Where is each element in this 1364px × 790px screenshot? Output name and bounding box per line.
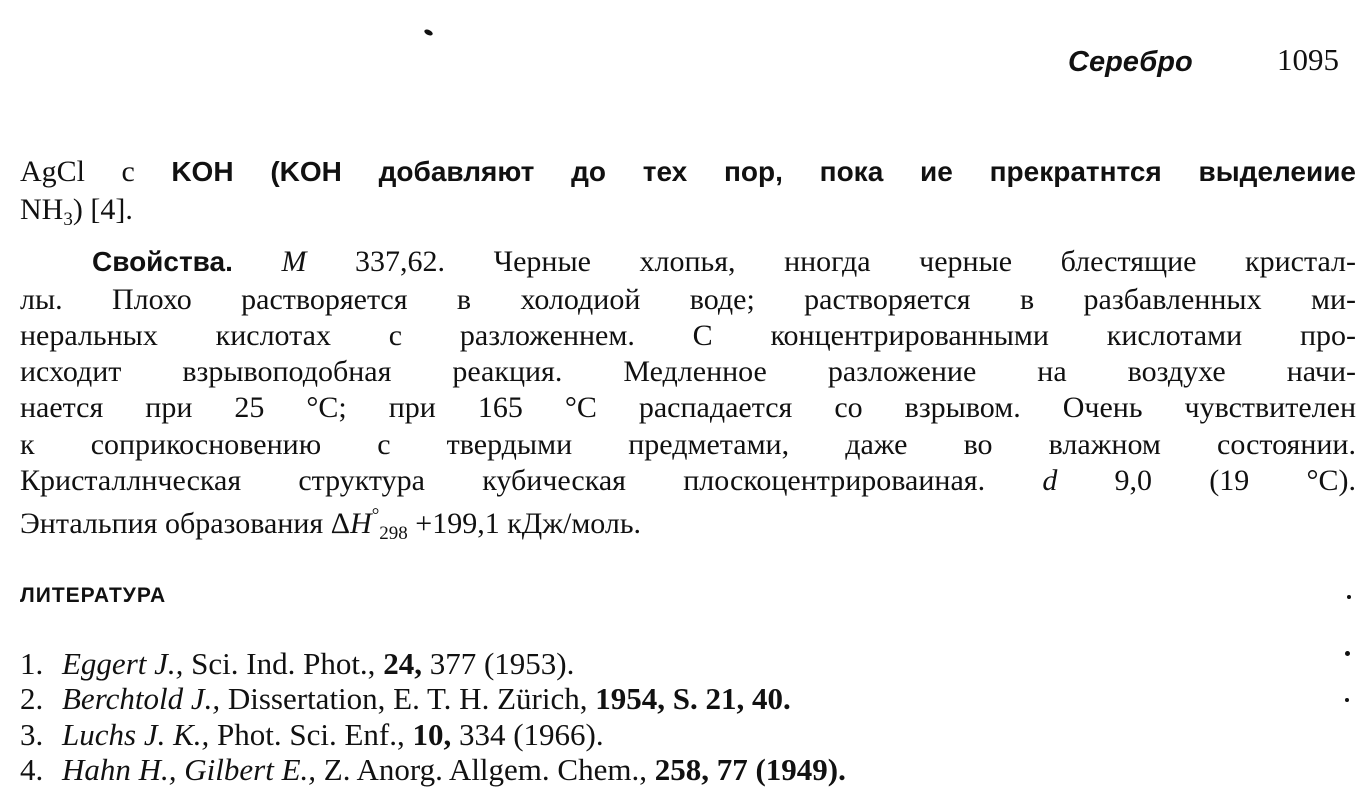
properties-text: Кристаллнческая структура кубическая плоскоцентрироваиная. bbox=[20, 464, 1043, 497]
enthalpy-value: +199,1 кДж/моль. bbox=[407, 507, 642, 540]
reference-volume: 258, 77 (1949). bbox=[654, 752, 846, 787]
reference-number: 2. bbox=[20, 681, 44, 716]
text-space bbox=[233, 245, 282, 278]
reference-volume: 1954, S. 21, 40. bbox=[595, 681, 791, 716]
reference-item bbox=[20, 752, 846, 788]
reference-author: Hahn H., Gilbert E., bbox=[62, 752, 317, 787]
properties-text: 9,0 (19 °С). bbox=[1057, 464, 1356, 497]
print-speck bbox=[423, 28, 433, 36]
reference-number: 3. bbox=[20, 717, 44, 752]
density-symbol: d bbox=[1042, 464, 1058, 497]
properties-line-7 bbox=[20, 463, 1356, 499]
molar-mass-symbol: M bbox=[281, 245, 307, 278]
print-speck bbox=[1345, 651, 1350, 656]
reference-item bbox=[20, 681, 791, 717]
formula-nh: NH bbox=[20, 193, 64, 226]
running-header-title: Серебро bbox=[1068, 46, 1193, 78]
properties-line-1 bbox=[92, 244, 1356, 280]
intro-text-bold: (KOH добавляют до тех пор, пока ие прекратнтся выделеиие bbox=[233, 156, 1357, 187]
reference-source: Z. Anorg. Allgem. Chem., bbox=[316, 752, 655, 787]
reference-author: Berchtold J., bbox=[62, 681, 221, 716]
reference-number: 4. bbox=[20, 752, 44, 787]
literature-heading: ЛИТЕРАТУРА bbox=[20, 584, 167, 607]
reference-pages: 334 (1966). bbox=[451, 717, 604, 752]
properties-line-3: неральных кислотах с разложеннем. С концентрированными кислотами про- bbox=[20, 319, 1356, 352]
reference-author: Luchs J. K., bbox=[62, 717, 210, 752]
properties-line-2: лы. Плохо растворяется в холодиой воде; растворяется в разбавленных ми- bbox=[20, 283, 1356, 316]
reference-volume: 24, bbox=[383, 646, 422, 681]
properties-line-4: исходит взрывоподобная реакция. Медленное разложение на воздухе начи- bbox=[20, 355, 1356, 388]
formula-subscript: 3 bbox=[63, 209, 73, 230]
reference-pages: 377 (1953). bbox=[421, 646, 575, 681]
properties-line-8 bbox=[20, 498, 1356, 552]
enthalpy-degree: ° bbox=[371, 505, 380, 526]
enthalpy-symbol: H bbox=[350, 507, 372, 540]
reference-item bbox=[20, 717, 604, 753]
enthalpy-label: Энтальпия образования Δ bbox=[20, 507, 351, 540]
intro-citation: ) [4]. bbox=[72, 193, 133, 226]
reference-item bbox=[20, 646, 574, 682]
intro-koh: KOH bbox=[171, 156, 234, 187]
reference-source: Phot. Sci. Enf., bbox=[209, 717, 413, 752]
reference-number: 1. bbox=[20, 646, 44, 681]
reference-volume: 10, bbox=[412, 717, 452, 752]
properties-line-5: нается при 25 °С; при 165 °С распадается со взрывом. Очень чувствителен bbox=[20, 391, 1356, 424]
properties-label: Свойства. bbox=[92, 246, 233, 277]
properties-text: 337,62. Черные хлопья, нногда черные блестящие кристал- bbox=[306, 245, 1357, 278]
intro-line-2 bbox=[20, 192, 1356, 238]
reference-author: Eggert J., bbox=[62, 646, 184, 681]
properties-line-6: к соприкосновению с твердыми предметами, даже во влажном состоянии. bbox=[20, 428, 1356, 461]
enthalpy-subscript: 298 bbox=[379, 523, 408, 544]
reference-source: Dissertation, E. T. H. Zürich, bbox=[220, 681, 596, 716]
intro-line-1 bbox=[20, 154, 1356, 190]
page-number: 1095 bbox=[1277, 42, 1339, 77]
reference-source: Sci. Ind. Phot., bbox=[183, 646, 384, 681]
print-speck bbox=[1345, 698, 1349, 702]
intro-text: AgCl с bbox=[20, 155, 172, 188]
print-speck bbox=[1347, 595, 1351, 599]
